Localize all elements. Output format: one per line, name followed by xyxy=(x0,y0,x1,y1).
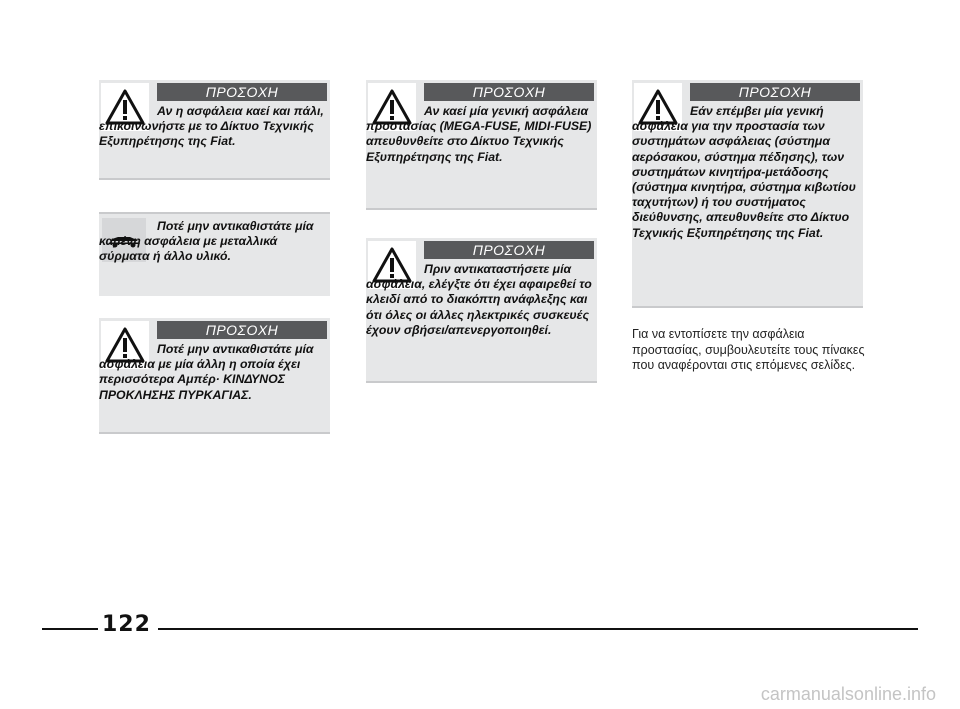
body-text: Για να εντοπίσετε την ασφάλεια προστασίας, συμβουλευτείτε τους πίνακες που αναφέρονται στις επόμενες σελίδες. xyxy=(632,327,865,372)
warning-box-fuse-blows-again xyxy=(99,80,330,180)
watermark: carmanualsonline.info xyxy=(760,684,936,704)
page-number: 122 xyxy=(102,612,151,637)
warning-header: ΠΡΟΣΟΧΗ xyxy=(157,321,327,339)
note-box-no-metal-wires xyxy=(99,212,330,296)
warning-box-safety-systems xyxy=(632,80,863,308)
warning-header: ΠΡΟΣΟΧΗ xyxy=(424,83,594,101)
warning-text: Αν καεί μία γενική ασφάλεια προστασίας (MEGA-FUSE, MIDI-FUSE) απευθυνθείτε στο Δίκτυο Τεχνικής Εξυπηρέτησης της Fiat. xyxy=(366,104,592,164)
warning-header: ΠΡΟΣΟΧΗ xyxy=(690,83,860,101)
warning-header: ΠΡΟΣΟΧΗ xyxy=(157,83,327,101)
footer-rule-right xyxy=(158,628,918,630)
warning-text: Ποτέ μην αντικαθιστάτε μία ασφάλεια με μία άλλη η οποία έχει περισσότερα Αμπέρ· ΚΙΝΔΥΝΟΣ ΠΡΟΚΛΗΣΗΣ ΠΥΡΚΑΓΙΑΣ. xyxy=(99,342,314,402)
footer-rule-left xyxy=(42,628,98,630)
warning-box-main-fuse xyxy=(366,80,597,210)
warning-header: ΠΡΟΣΟΧΗ xyxy=(424,241,594,259)
warning-text: Πριν αντικαταστήσετε μία ασφάλεια, ελέγξτε ότι έχει αφαιρεθεί το κλειδί από το διακόπτη ανάφλεξης και ότι όλες οι άλλες ηλεκτρικές συσκευές έχουν σβήσει/απενεργοποιηθεί. xyxy=(366,262,592,337)
note-text: Ποτέ μην αντικαθιστάτε μία καμένη ασφάλεια με μεταλλικά σύρματα ή άλλο υλικό. xyxy=(99,219,314,264)
warning-text: Αν η ασφάλεια καεί και πάλι, επικοινωνήστε με το Δίκτυο Τεχνικής Εξυπηρέτησης της Fiat. xyxy=(99,104,324,149)
warning-box-before-replacing xyxy=(366,238,597,383)
warning-text: Εάν επέμβει μία γενική ασφάλεια για την προστασία των συστημάτων ασφάλειας (σύστημα αερόσακου, σύστημα πέδησης), των συστημάτων κινητήρα-μετάδοσης (σύστημα κινητήρα, σύστημα κιβωτίου ταχυτήτων) ή του συστήματος διεύθυνσης, απευθυνθείτε στο Δίκτυο Τεχνικής Εξυπηρέτησης της Fiat. xyxy=(632,104,856,240)
warning-box-higher-amperage xyxy=(99,318,330,434)
